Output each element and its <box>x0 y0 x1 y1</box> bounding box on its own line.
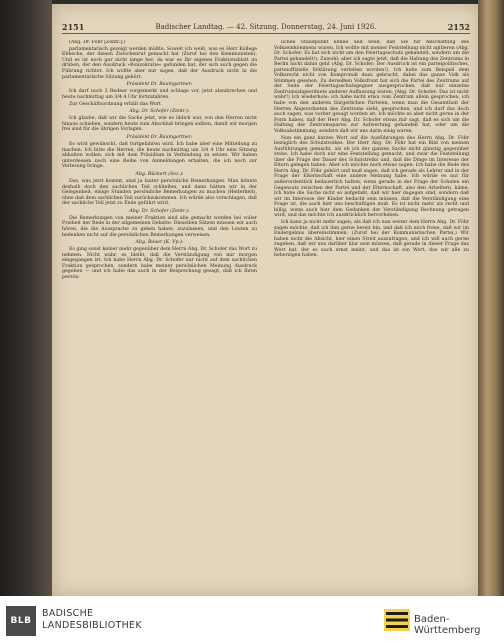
paragraph: (Abg. Dr. Föhr [Zentr.].) <box>69 40 126 45</box>
paragraph: Es ging sonst keiner mehr gegenüber dem Herrn Abg. Dr. Schofer das Wort zu nehmen. Nicht wahr, es bleibt, daß die Verständigung von mir morgen eingegangen ist. Ich habe Herrn Abg. Dr. Schofer nur nicht auf dem sachlichen Fraktion gesprochen, sondern habe meiner persönlichen Meinung Ausdruck gegeben — und ich habe das auch in der Besprechung gesagt, daß ich Ihren persön- <box>62 247 257 280</box>
library-name-line-2: LANDESBIBLIOTHEK <box>42 620 142 631</box>
paragraph: parlamentarisch gezeigt werden müßte. Soweit ich weiß, was es Herr Kollege Ebbecke, der diesen Zwischenruf gemacht hat (Zuruf bei den Kommunisten). Und es ist noch gar nicht lange her, da war es Ihr eigenes Fraktionsblatt da drüben, der den Ausdruck »Bonzokratie« gefunden hat, der sich auch gegen die Führung richtet. Ich wollte aber nur sagen, daß der Ausdruck nicht in die parlamentarische Sitzung gehört. <box>62 46 257 80</box>
paragraph: Es wird gewünscht, daß fortgefahren wird. Ich habe aber eine Mitteilung zu machen: Ich bitte die Herren, die heute nachmittag um 3/4 4 Uhr eine Sitzung abhalten wollen, sich mit dem Präsidium in Verbindung zu setzen. Wir haben unterdessen noch eine Reihe von Anmeldungen erhalten, die ich noch zur Verlesung bringe. <box>62 142 257 170</box>
speaker-heading: Abg. Bauer (K. Vp.): <box>135 239 184 245</box>
page-number-right: 2152 <box>447 22 470 32</box>
speaker-heading: Präsident Dr. Baumgartner: <box>126 134 193 140</box>
paragraph: Ich kann ja nicht mehr sagen, als daß ich nun weiter dem Herrn Abg. Dr. Föhr sagen möchte, daß ich ihm gerne bereit bin, und daß ich mich freue, daß wir im Endergebnis übereinstimmen. (Zuruf bei der Kommunistischen Partei.) Wir haben nicht die Absicht, hier einen Streit auszutragen, und ich will auch gerne zugeben, daß wir uns darüber klar sein müssen, daß gerade in dieser Frage das Wort hat, der es auch ernst meint, und das ist ein Wort, das wir alle zu beherzigen haben. <box>274 220 469 259</box>
speaker-heading: Abg. Dr. Schofer (Zentr.): <box>129 208 190 214</box>
session-title: Badischer Landtag. — 42. Sitzung. Donnerstag, 24. Juni 1926. <box>155 23 377 31</box>
book-spine <box>478 0 504 596</box>
library-footer <box>0 596 504 644</box>
region-label: Baden-Württemberg <box>414 614 481 636</box>
coat-of-arms-icon <box>384 609 410 631</box>
paragraph: lichen Standpunkt kenne und weiß, daß Sie für Abschaffung des Volkseinkommens waren. Ich wollte mit meiner Feststellung nicht agitieren (Abg. Dr. Schofer: Es hat sich nicht um den Feiertagsschutz gehandelt, sondern um die Partei gehandelt!). Zuwohl; aber ich sagte jetzt, daß die Haltung des Zentrums in Berlin nicht dahin geht (Abg. Dr. Schofer: Der Ausdruck ist ein parteipolitisches, parteioffizielle Erklärung verleiten worden!). Ich habe zum Beispiel dem Volksrecht nicht von Kompromiß dazu gebracht, dabei das ganze Volk als Stimmen gesehen. Zu derselben Volksfront hat sich die Partei des Zentrums auf der Seite der Feiertagsschutzgegner ausgesprochen, daß nur einzelne Zentrumsabgeordnete anderer Auffassung waren. (Abg. Dr. Schofer: Das ist nicht wahr!) Ich wiederhole: ich habe nicht etwa vom Zentrum allein gesprochen, ich habe von den anderen bürgerlichen Parteien, wenn man die Gesamtheit der Herren Abgeordneten des Zentrums sieht, gesprochen, und ich darf das doch auch sagen, was vorher gesagt worden ist. Ich möchte es aber nicht gerne in der Form haben, daß der Herr Abg. Dr. Schofer etwas mir sagt, daß es sich um die Haltung der Zentrumspartei zur Aufwertung gehandelt hat, oder um die Volksabstimmung, sondern daß wir uns darin einig waren. <box>274 40 469 134</box>
paragraph: Ich darf noch 3 Redner vorgemerkt und schlage vor, jetzt abzubrechen und heute nachmittag um 3/4 4 Uhr fortzufahren. <box>62 89 257 100</box>
book-left-edge <box>0 0 52 596</box>
paragraph: Nun ein ganz kurzes Wort auf die Ausführungen des Herrn Abg. Dr. Föhr bezüglich des Schulstreikes. Der Herr Abg. Dr. Föhr hat ein Bild von meinen Ausführungen gemacht, als ob ich der ganzen Sache nicht günstig gegenüber stehe. Ich habe doch nur eine Feststellung gemacht, und zwar die Feststellung über die Frage der Dauer des Schulstreiks und, daß die Dinge im Interesse der Eltern gelegen haben. Aber ich möchte noch etwas sagen: Ich habe die Rede des Herrn Abg. Dr. Föhr gehört und muß sagen, daß ich gerade als Lehrer und in der Frage der Elternschaft eine andere Meinung habe. Ich würde es nur für außerordentlich bedauerlich halten, wenn gerade in der Frage der Schulen ein Gegensatz zwischen der Partei und der Elternschaft, also den Arbeitern, käme. Ich habe die Sache nicht so aufgefaßt, daß wir hier dagegen sind, sondern daß wir im Interesse der Kinder bedacht sein müssen, daß die Verständigung eine Frage ist, die auch hier uns beschäftigen muß. Es ist nicht mehr als recht und billig, wenn auch hier dem Gedanken der Verständigung Rechnung getragen wird, und das möchte ich ausdrücklich hervorheben. <box>274 135 469 219</box>
speaker-heading: Abg. Rückert (Soz.): <box>135 171 184 177</box>
paragraph: Das, was jetzt kommt, sind ja lauter persönliche Bemerkungen. Man könnte deshalb doch den sachlichen Teil schließen, und dann hätten wir in der Gelegenheit, einige Stunden persönliche Bemerkungen zu machen (Heiterkeit), ohne daß dem sachlichen Teil zurückzukommen. Ich würde also vorschlagen, daß der sachliche Teil jetzt zu Ende geführt wird. <box>62 179 257 207</box>
blb-logo: BLB <box>6 606 36 636</box>
page-number-left: 2151 <box>62 22 85 32</box>
library-name-line-1: BADISCHE <box>42 608 94 619</box>
paragraph: Die Bemerkungen von meiner Fraktion sind alle gemacht worden bei voller Freiheit der Rede in der allgemeinen Debatte. Dieselben Sätzen müssen wir auch hören, die die Aussprache zu geben haben, zuzulassen, und den Leuten zu bedenken nicht auf die persönlichen Bemerkungen verweisen. <box>62 215 257 238</box>
paragraph: Zur Geschäftsordnung erhält das Wort <box>69 101 161 107</box>
speaker-heading: Präsident Dr. Baumgartner: <box>126 81 193 87</box>
paragraph: Ich glaube, daß wir die Sache jetzt, wie es üblich war, von den Herren nicht hinaus schieben, sondern heute zum Abschluß bringen sollten, damit wir morgen frei sind für die übrigen Vorlagen. <box>62 116 257 133</box>
speaker-heading: Abg. Dr. Schofer (Zentr.): <box>129 109 190 114</box>
library-name <box>42 608 192 632</box>
header-rule <box>62 33 470 34</box>
text-column-right <box>274 40 469 588</box>
text-column-left <box>62 40 257 588</box>
